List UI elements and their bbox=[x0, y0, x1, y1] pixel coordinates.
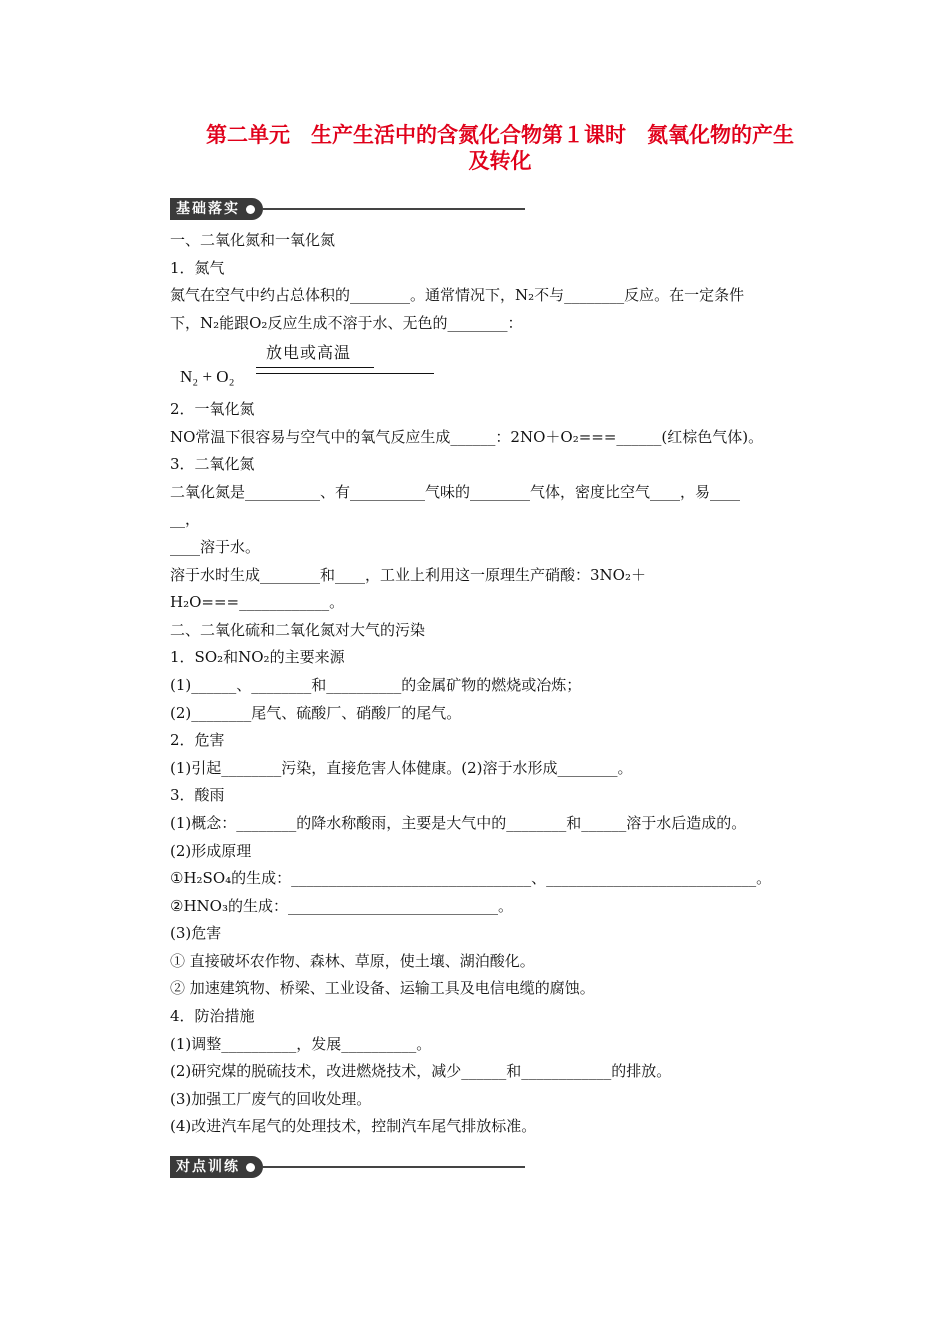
text-line: ①H₂SO₄的生成：________________________________、____________________________。 bbox=[170, 869, 772, 888]
text-line: 二氧化氮是__________、有__________气味的________气体，密度比空气____，易____ bbox=[170, 482, 741, 501]
text-line: (2)形成原理 bbox=[170, 841, 252, 860]
bullet-dot-icon bbox=[246, 205, 255, 214]
section-label: 基础落实 bbox=[176, 201, 240, 217]
bullet-dot-icon bbox=[246, 1163, 255, 1172]
text-line: 1．SO₂和NO₂的主要来源 bbox=[170, 648, 345, 667]
text-line: ② 加速建筑物、桥梁、工业设备、运输工具及电信电缆的腐蚀。 bbox=[170, 979, 595, 998]
text-line: 一、二氧化氮和一氧化氮 bbox=[170, 231, 336, 249]
equation-double-line bbox=[256, 367, 374, 374]
body-part-2 bbox=[170, 396, 818, 1141]
title-line-1: 第二单元 生产生活中的含氮化合物第１课时 氮氧化物的产生 bbox=[206, 123, 794, 147]
section-header-practice bbox=[170, 1155, 525, 1179]
text-line: ②HNO₃的生成：____________________________。 bbox=[170, 896, 513, 915]
section-rule bbox=[263, 208, 525, 210]
text-line: 溶于水时生成________和____，工业上利用这一原理生产硝酸：3NO₂＋ bbox=[170, 565, 646, 584]
section-tag bbox=[170, 198, 263, 220]
text-line: 3．二氧化氮 bbox=[170, 455, 255, 474]
text-line: (3)加强工厂废气的回收处理。 bbox=[170, 1089, 372, 1108]
equation-reactants: N₂ + O₂ bbox=[180, 367, 235, 387]
text-line: ① 直接破坏农作物、森林、草原，使土壤、湖泊酸化。 bbox=[170, 951, 535, 970]
text-line: 二、二氧化硫和二氧化氮对大气的污染 bbox=[170, 620, 426, 639]
text-line: (4)改进汽车尾气的处理技术，控制汽车尾气排放标准。 bbox=[170, 1117, 537, 1136]
text-line: (1)______、________和__________的金属矿物的燃烧或冶炼； bbox=[170, 675, 582, 694]
equation-blank bbox=[374, 373, 434, 374]
text-line: 下，N₂能跟O₂反应生成不溶于水、无色的________： bbox=[170, 313, 523, 332]
section-header-basics bbox=[170, 197, 525, 221]
equation-condition: 放电或高温 bbox=[266, 343, 352, 363]
title-line-2: 及转化 bbox=[468, 149, 532, 173]
text-line: (1)调整__________，发展__________。 bbox=[170, 1034, 432, 1053]
text-line: ____溶于水。 bbox=[170, 537, 261, 556]
text-line: __， bbox=[170, 510, 201, 529]
text-line: NO常温下很容易与空气中的氧气反应生成______：2NO＋O₂===______(红棕色气体)。 bbox=[170, 427, 764, 446]
body-part-1 bbox=[170, 227, 818, 397]
text-line: 氮气在空气中约占总体积的________。通常情况下，N₂不与________反应。在一定条件 bbox=[170, 286, 745, 305]
text-line: 4．防治措施 bbox=[170, 1007, 255, 1026]
text-line: (3)危害 bbox=[170, 924, 222, 943]
text-line: (1)引起________污染，直接危害人体健康。(2)溶于水形成________。 bbox=[170, 758, 633, 777]
text-line: 2．危害 bbox=[170, 731, 225, 750]
document-title bbox=[170, 122, 830, 174]
section-label: 对点训练 bbox=[176, 1159, 240, 1175]
text-line: 1．氮气 bbox=[170, 258, 225, 277]
text-line: (2)研究煤的脱硫技术，改进燃烧技术，减少______和____________的排放。 bbox=[170, 1062, 672, 1081]
text-line: (1)概念：________的降水称酸雨，主要是大气中的________和______溶于水后造成的。 bbox=[170, 813, 747, 832]
text-line: (2)________尾气、硫酸厂、硝酸厂的尾气。 bbox=[170, 703, 462, 722]
reaction-equation bbox=[170, 337, 818, 397]
section-rule bbox=[263, 1166, 525, 1168]
text-line: H₂O===____________。 bbox=[170, 593, 345, 612]
text-line: 2．一氧化氮 bbox=[170, 400, 255, 418]
section-tag bbox=[170, 1156, 263, 1178]
text-line: 3．酸雨 bbox=[170, 786, 225, 805]
